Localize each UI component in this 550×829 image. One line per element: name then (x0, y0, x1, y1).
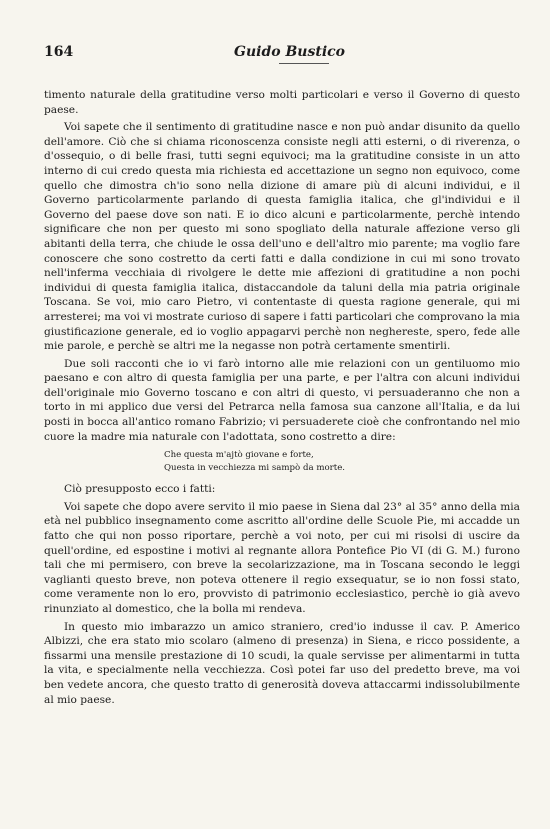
paragraph: Voi sapete che dopo avere servito il mio paese in Siena dal 23° al 35° anno della mia età nel pubblico insegnamento come ascritto all'ordine delle Scuole Pie, mi accadde un fatto che qui non posso riportare, perchè a voi noto, per cui mi risolsi di uscire da quell'ordine, ed espostine i motivi al regnante allora Pontefice Pio VI (di G. M.) furono tali che mi permisero, con breve la secolarizzazione, ma in Toscana secondo le leggi vaglianti questo breve, non poteva ottenere il regio exsequatur, se io non fossi stato, come veramente non lo ero, provvisto di patrimonio ecclesiastico, perchè io già avevo rinunziato al domestico, che la bolla mi rendeva. (44, 500, 520, 615)
paragraph: Voi sapete che il sentimento di gratitudine nasce e non può andar disunito da quello dell'amore. Ciò che si chiama riconoscenza consiste negli atti esterni, o di riverenza, o d'ossequio, o di belle frasi, tutti segni equivoci; ma la gratitudine consiste in un atto interno di cui credo questa mia richiesta ed accettazione un segno non equivoco, come quello che dimostra ch'io sono nella dizione di amare più di alcuni individui, e il Governo particolarmente parlando di questa famiglia italica, che gl'individui e il Governo del paese dove son nati. E io dico alcuni e particolarmente, perchè intendo significare che non per questo mi sono spogliato della naturale affezione verso gli abitanti della terra, che chiude le ossa dell'uno e dell'altro mio parente; ma voglio fare conoscere che sono costretto da certi fatti e dalla condizione in cui mi sono trovato nell'inferma vecchiaia di rivolgere le dette mie affezioni di gratitudine a non pochi individui di questa famiglia italica, distaccandole da taluni della mia patria originale Toscana. Se voi, mio caro Pietro, vi contentaste di questa ragione generale, qui mi arresterei; ma voi vi mostrate curioso di sapere i fatti particolari che comprovano la mia giustificazione generale, ed io voglio appagarvi perchè non neghereste, spero, fede alle mie parole, e perchè se altri me la negasse non potrà certamente smentirli. (44, 121, 520, 353)
verse-line: Questa in vecchiezza mi sampò da morte. (164, 463, 346, 474)
paragraph: Due soli racconti che io vi farò intorno alle mie relazioni con un gentiluomo mio paesano e con altro di questa famiglia per una parte, e per l'altra con alcuni individui dell'originale mio Governo toscano e con altri di questo, vi persuaderanno che non a torto in mi applico due versi del Petrarca nella famosa sua canzone all'Italia, e da lui posti in bocca all'antico romano Fabrizio; vi persuaderete cioè che confrontando nel mio cuore la madre mia naturale con l'adottata, sono costretto a dire: (44, 357, 520, 443)
verse-line: Che questa m'ajtò giovane e forte, (164, 450, 314, 461)
paragraph: In questo mio imbarazzo un amico straniero, cred'io indusse il cav. P. Americo Albizzi, che era stato mio scolaro (almeno di presenza) in Siena, e ricco possidente, a fissarmi una mensile prestazione di 10 scudi, la quale servisse per alimentarmi in tutta la vita, e specialmente nella vecchiezza. Così potei far uso del predetto breve, ma voi ben vedete ancora, che questo tratto di generosità doveva attaccarmi indissolubilmente al mio paese. (44, 620, 520, 706)
page-number: 164 (44, 44, 74, 60)
paragraph: timento naturale della gratitudine verso molti particolari e verso il Governo di questo paese. (44, 89, 520, 116)
body-text (44, 88, 520, 710)
verse-quote (164, 449, 520, 475)
paragraph: Ciò presupposto ecco i fatti: (64, 483, 216, 496)
running-head: Guido Bustico (234, 44, 345, 60)
page-header (44, 44, 518, 64)
header-rule (279, 63, 329, 64)
